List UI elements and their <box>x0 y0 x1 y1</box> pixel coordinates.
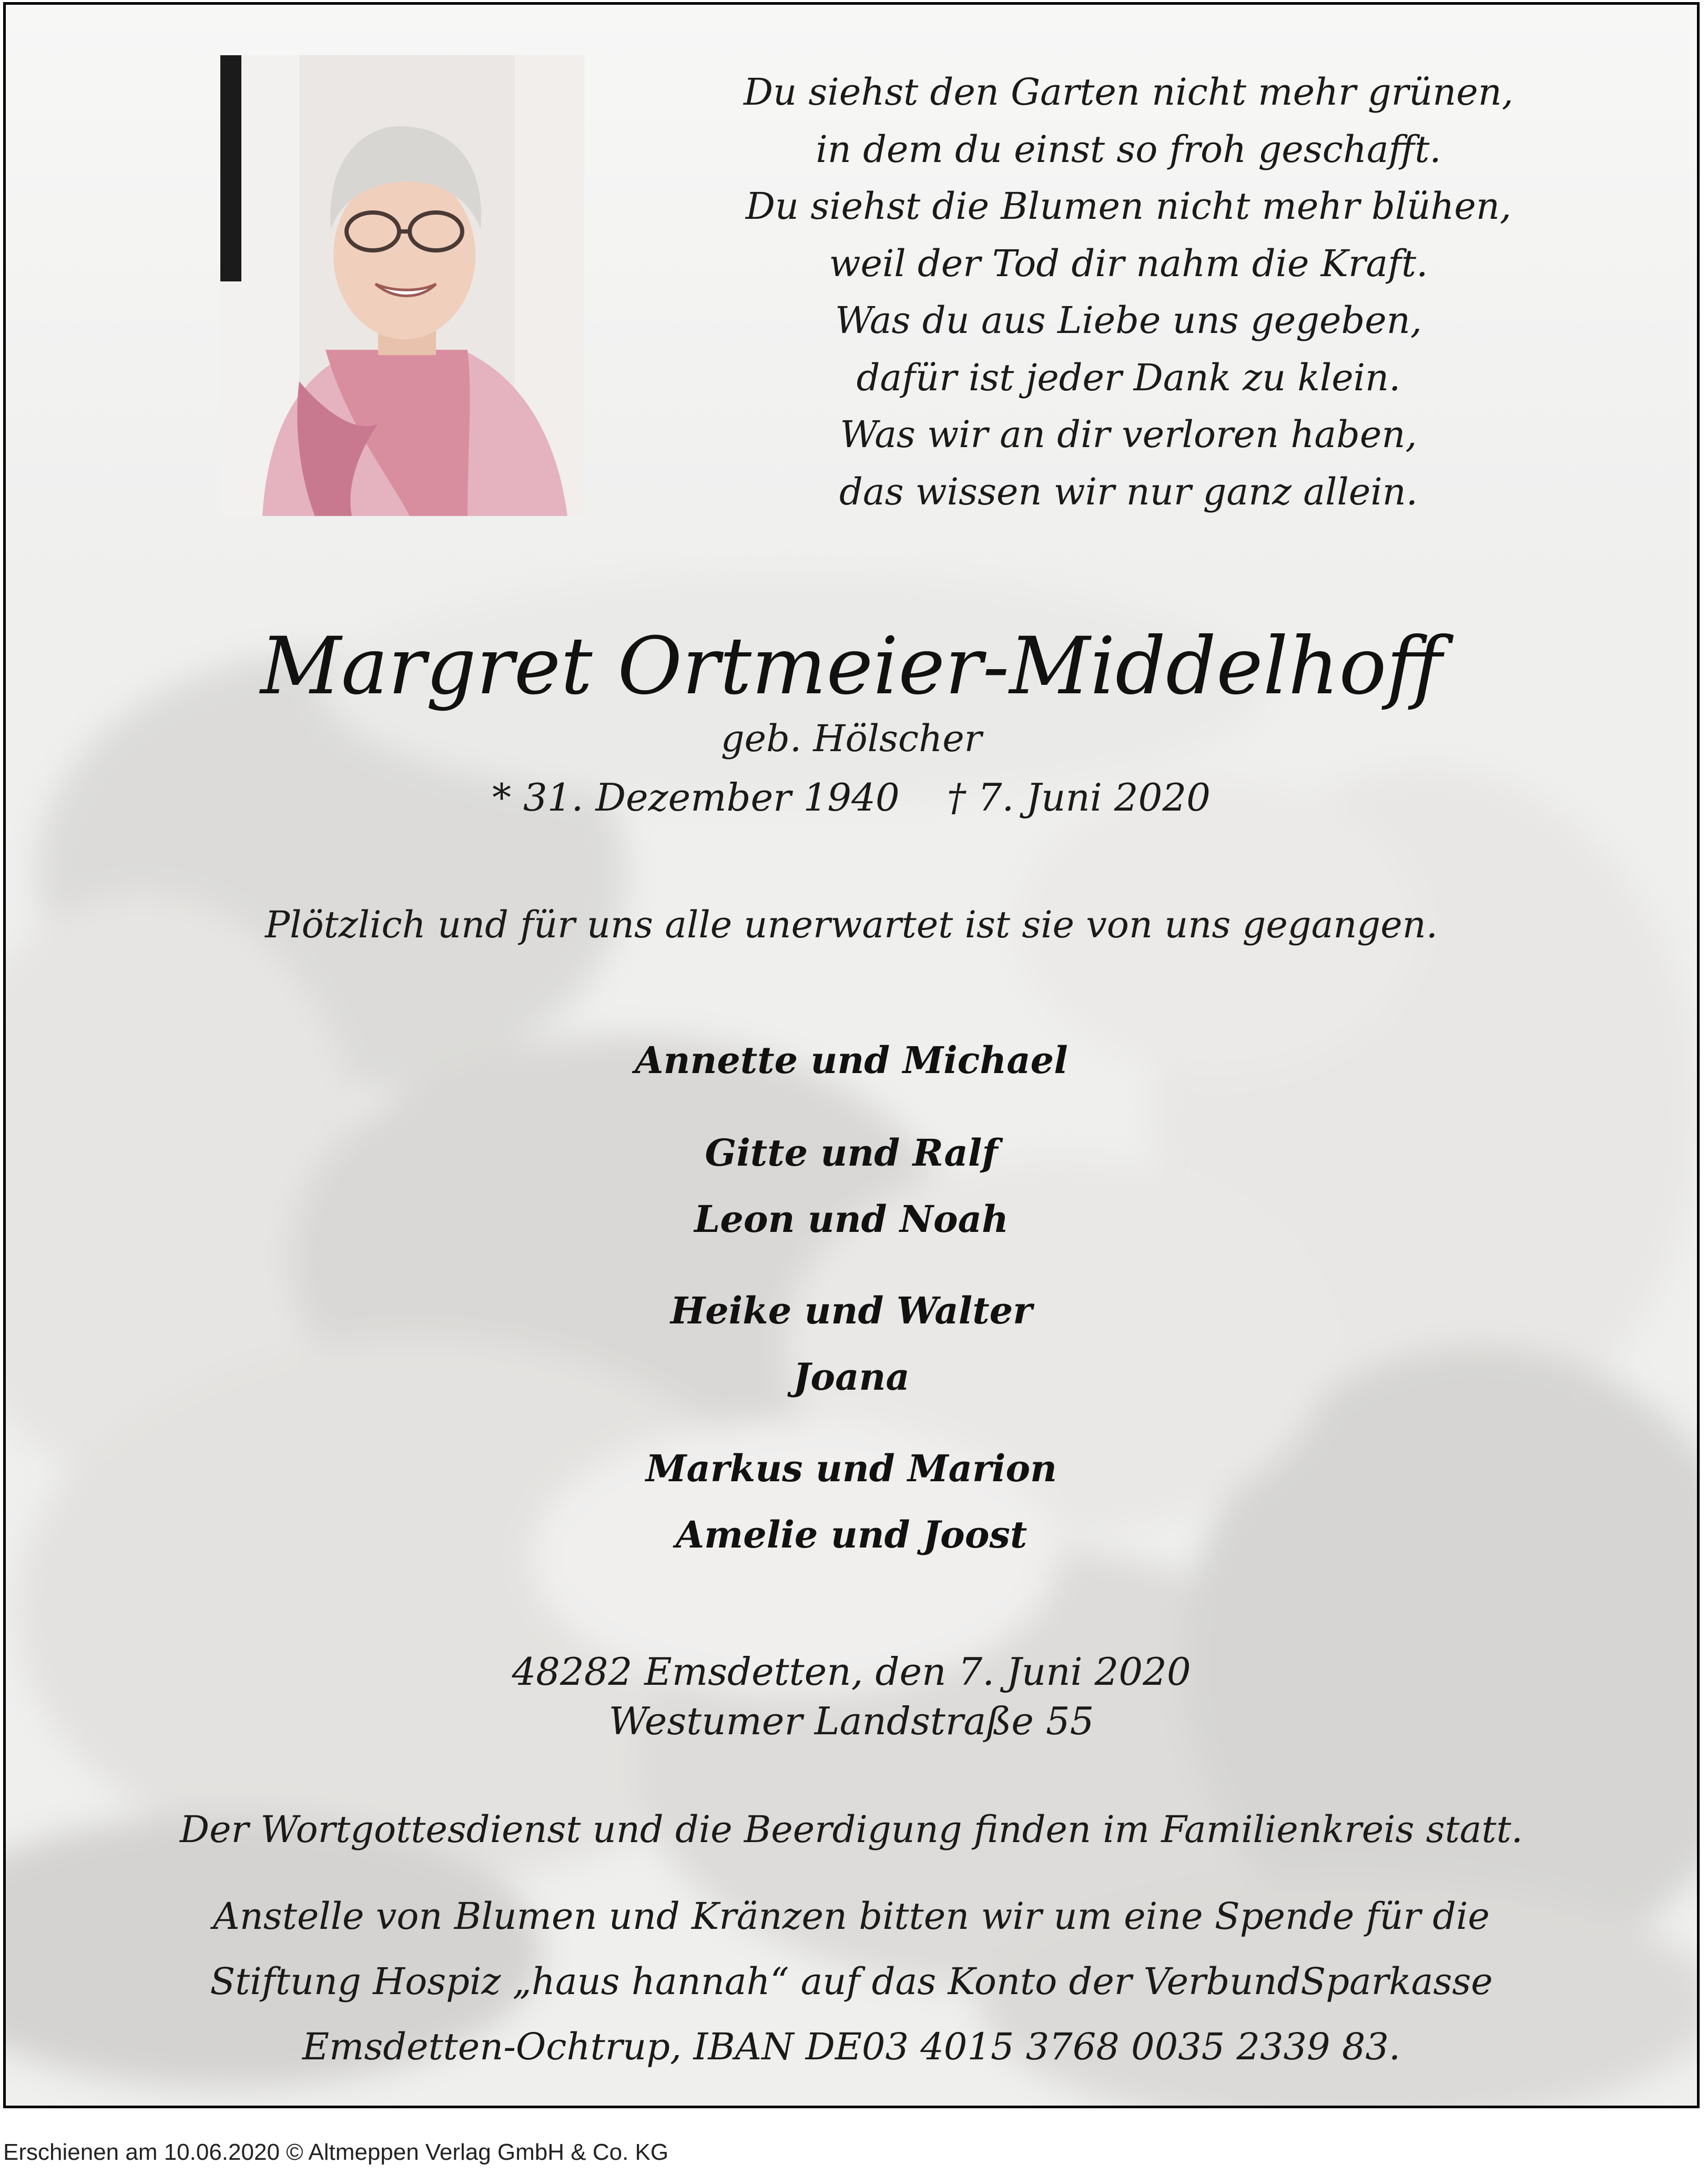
life-dates <box>6 774 1697 821</box>
donation-line: Anstelle von Blumen und Kränzen bitten wir um eine Spende für die <box>213 1895 1490 1938</box>
mourner-line: Leon und Noah <box>694 1197 1009 1241</box>
mourner-line: Joana <box>793 1355 910 1399</box>
portrait-photo <box>220 55 584 516</box>
poem-line: weil der Tod dir nahm die Kraft. <box>829 241 1428 285</box>
poem-line: Was du aus Liebe uns gegeben, <box>835 299 1422 342</box>
memorial-poem <box>710 64 1547 520</box>
donation-line: Emsdetten-Ochtrup, IBAN DE03 4015 3768 0035 2339 83. <box>302 2025 1401 2068</box>
birth-name: geb. Hölscher <box>720 717 982 760</box>
intro-text: Plötzlich und für uns alle unerwartet ist sie von uns gegangen. <box>265 903 1438 946</box>
poem-line: Du siehst den Garten nicht mehr grünen, <box>743 70 1514 114</box>
poem-line: Was wir an dir verloren haben, <box>840 413 1417 456</box>
service-note: Der Wortgottesdienst und die Beerdigung finden im Familienkreis statt. <box>180 1808 1523 1851</box>
street-address: Westumer Landstraße 55 <box>608 1699 1094 1743</box>
mourner-line: Gitte und Ralf <box>705 1131 998 1175</box>
donation-line: Stiftung Hospiz „haus hannah“ auf das Konto der VerbundSparkasse <box>210 1960 1493 2003</box>
poem-line: in dem du einst so froh geschafft. <box>816 127 1441 171</box>
death-date: † 7. Juni 2020 <box>947 775 1211 820</box>
poem-line: Du siehst die Blumen nicht mehr blühen, <box>745 185 1512 228</box>
place-and-date: 48282 Emsdetten, den 7. Juni 2020 <box>512 1650 1191 1694</box>
mourner-line: Amelie und Joost <box>675 1513 1028 1556</box>
donation-note <box>6 1884 1697 2079</box>
obituary-notice <box>3 2 1700 2108</box>
deceased-name: Margret Ortmeier-Middelhoff <box>260 621 1442 712</box>
mourner-line: Heike und Walter <box>670 1289 1032 1332</box>
portrait-image <box>220 55 584 516</box>
mourner-line: Markus und Marion <box>646 1447 1057 1490</box>
publication-footer: Erschienen am 10.06.2020 © Altmeppen Verlag GmbH & Co. KG <box>3 2139 669 2165</box>
birth-date: * 31. Dezember 1940 <box>492 775 900 820</box>
mourner-line: Annette und Michael <box>635 1038 1068 1082</box>
poem-line: dafür ist jeder Dank zu klein. <box>856 356 1401 399</box>
poem-line: das wissen wir nur ganz allein. <box>839 470 1418 513</box>
